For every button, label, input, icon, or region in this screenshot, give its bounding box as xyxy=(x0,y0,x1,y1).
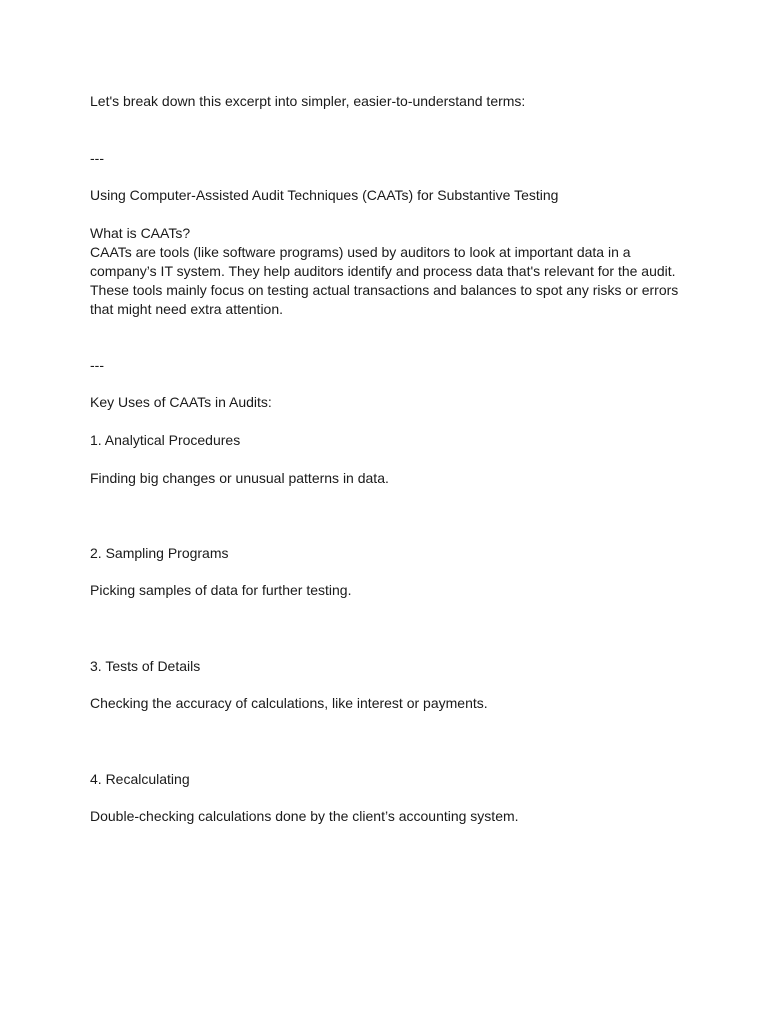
section-title: Using Computer-Assisted Audit Techniques (CAATs) for Substantive Testing xyxy=(90,187,559,203)
intro-text: Let's break down this excerpt into simpler, easier-to-understand terms: xyxy=(90,93,526,109)
what-body-line: These tools mainly focus on testing actual transactions and balances to spot any risks or errors xyxy=(90,282,679,298)
divider-1: --- xyxy=(90,150,104,166)
what-heading: What is CAATs? xyxy=(90,225,191,241)
what-body-line: that might need extra attention. xyxy=(90,301,284,317)
use-heading: 3. Tests of Details xyxy=(90,658,201,674)
uses-heading: Key Uses of CAATs in Audits: xyxy=(90,394,272,410)
use-heading: 1. Analytical Procedures xyxy=(90,432,241,448)
use-description: Checking the accuracy of calculations, like interest or payments. xyxy=(90,695,488,711)
divider-2: --- xyxy=(90,357,104,373)
use-description: Picking samples of data for further testing. xyxy=(90,582,352,598)
use-heading: 2. Sampling Programs xyxy=(90,545,229,561)
use-description: Finding big changes or unusual patterns in data. xyxy=(90,470,389,486)
what-body-line: company’s IT system. They help auditors identify and process data that's relevant for the audit. xyxy=(90,263,676,279)
what-body-line: CAATs are tools (like software programs) used by auditors to look at important data in a xyxy=(90,244,631,260)
use-heading: 4. Recalculating xyxy=(90,771,190,787)
use-description: Double-checking calculations done by the client’s accounting system. xyxy=(90,808,519,824)
